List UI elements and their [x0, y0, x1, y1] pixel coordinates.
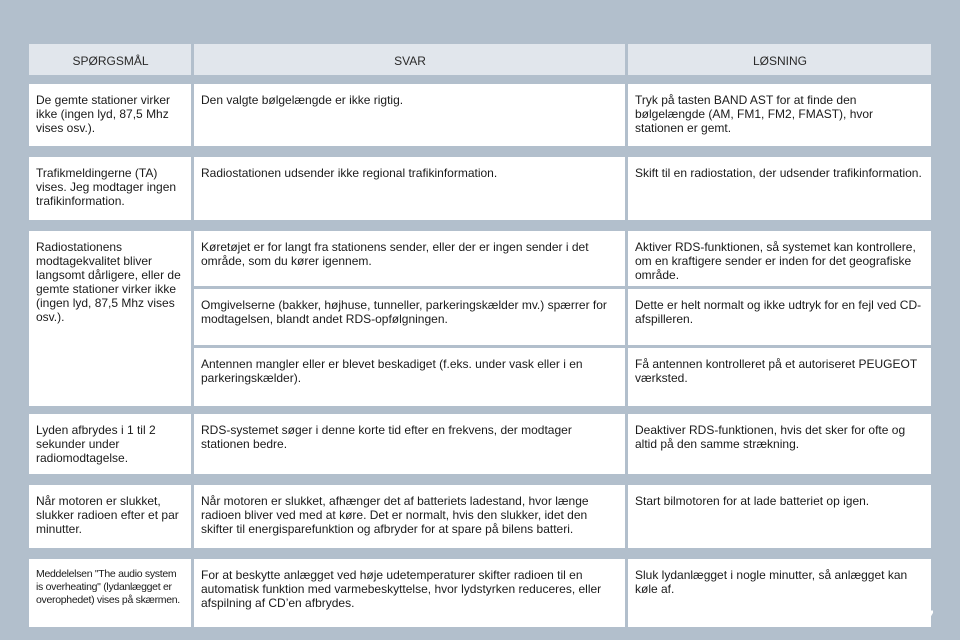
answer-cell: Omgivelserne (bakker, højhuse, tunneller, parkeringskælder mv.) spærrer for modtagelsen, blandt andet RDS-opfølgningen.: [194, 289, 625, 345]
table-row: [29, 157, 931, 223]
table-row: [29, 84, 931, 149]
troubleshooting-table: [29, 44, 931, 630]
answer-cell: RDS-systemet søger i denne korte tid efter en frekvens, der modtager stationen bedre.: [194, 414, 625, 474]
table-row: [194, 289, 931, 348]
answer-cell: Den valgte bølgelængde er ikke rigtig.: [194, 84, 625, 146]
solution-cell: Skift til en radiostation, der udsender trafikinformation.: [628, 157, 931, 220]
header-question: SPØRGSMÅL: [29, 44, 191, 75]
answer-cell: Køretøjet er for langt fra stationens sender, eller der er ingen sender i det område, som du kører igennem.: [194, 231, 625, 286]
header-answer: SVAR: [194, 44, 625, 75]
answer-cell: Når motoren er slukket, afhænger det af batteriets ladestand, hvor længe radioen bliver ved med at køre. Det er normalt, hvis den slukker, idet den skifter til energisparefunktion og afbryder for at spare på bilens batteri.: [194, 485, 625, 548]
table-row: [194, 348, 931, 409]
solution-cell: Aktiver RDS-funktionen, så systemet kan kontrollere, om en kraftigere sender er inden for det geografiske område.: [628, 231, 931, 286]
table-row: [29, 485, 931, 551]
page-number: 317: [897, 606, 934, 631]
table-header: [29, 44, 931, 78]
table-row: [29, 414, 931, 477]
answer-cell: Antennen mangler eller er blevet beskadiget (f.eks. under vask eller i en parkeringskælder).: [194, 348, 625, 406]
question-cell: Meddelelsen "The audio system is overheating" (lydanlægget er overophedet) vises på skærmen.: [29, 559, 191, 627]
question-cell: Radiostationens modtagekvalitet bliver langsomt dårligere, eller de gemte stationer virker ikke (ingen lyd, 87,5 Mhz vises osv.).: [29, 231, 191, 406]
table-row: [194, 231, 931, 289]
solution-cell: Deaktiver RDS-funktionen, hvis det sker for ofte og altid på den samme strækning.: [628, 414, 931, 474]
answer-cell: For at beskytte anlægget ved høje udetemperaturer skifter radioen til en automatisk funktion med varmebeskyttelse, hvor lydstyrken reduceres, eller afspilning af CD’en afbrydes.: [194, 559, 625, 627]
header-solution: LØSNING: [628, 44, 931, 75]
question-cell: Lyden afbrydes i 1 til 2 sekunder under radiomodtagelse.: [29, 414, 191, 474]
answer-cell: Radiostationen udsender ikke regional trafikinformation.: [194, 157, 625, 220]
solution-cell: Dette er helt normalt og ikke udtryk for en fejl ved CD-afspilleren.: [628, 289, 931, 345]
solution-cell: Tryk på tasten BAND AST for at finde den bølgelængde (AM, FM1, FM2, FMAST), hvor stationen er gemt.: [628, 84, 931, 146]
table-row-group: [29, 231, 931, 409]
solution-cell: Start bilmotoren for at lade batteriet op igen.: [628, 485, 931, 548]
solution-cell: Få antennen kontrolleret på et autoriseret PEUGEOT værksted.: [628, 348, 931, 406]
question-cell: Når motoren er slukket, slukker radioen efter et par minutter.: [29, 485, 191, 548]
solution-cell: Sluk lydanlægget i nogle minutter, så anlægget kan køle af.: [628, 559, 931, 627]
table-row: [29, 559, 931, 630]
question-cell: De gemte stationer virker ikke (ingen lyd, 87,5 Mhz vises osv.).: [29, 84, 191, 146]
question-cell: Trafikmeldingerne (TA) vises. Jeg modtager ingen trafikinformation.: [29, 157, 191, 220]
